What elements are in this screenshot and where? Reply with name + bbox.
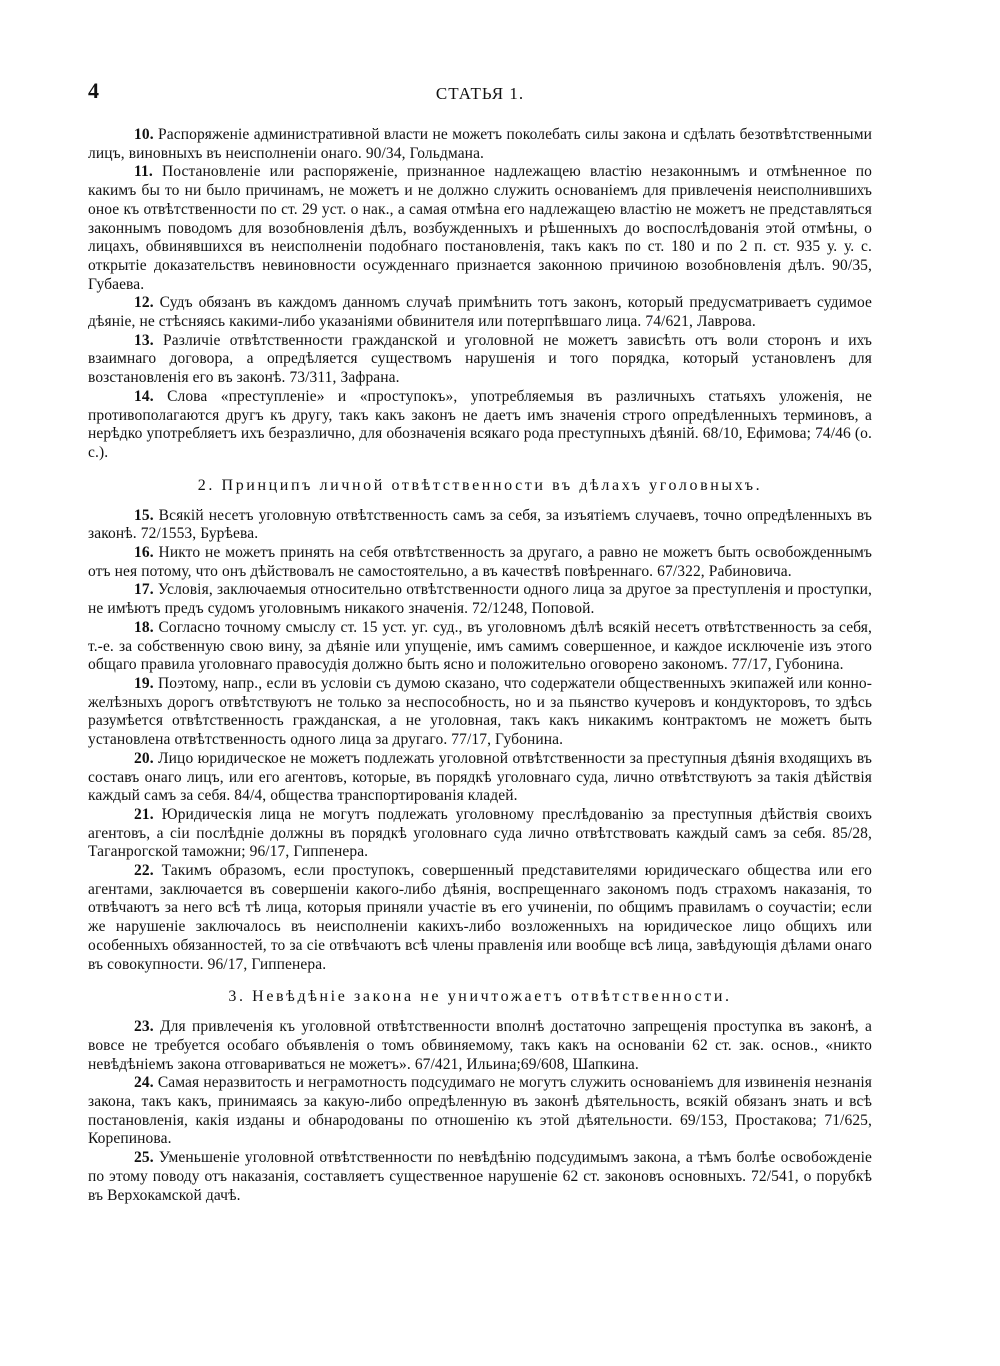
- numbered-paragraph: [88, 507, 872, 544]
- paragraph-number: 19.: [134, 674, 154, 692]
- running-title: СТАТЬЯ 1.: [435, 84, 525, 103]
- paragraph-text: Судъ обязанъ въ каждомъ данномъ случаѣ примѣнить тотъ законъ, который предусматриваетъ судимое дѣяніе, не стѣсняясь какими-либо указаніями обвинителя или потерпѣвшаго лица. 74/621, Лаврова.: [88, 294, 872, 331]
- paragraph-text: Для привлеченія къ уголовной отвѣтственности вполнѣ достаточно запрещенія проступка въ законѣ, а вовсе не требуется особаго объявленія о томъ обвиняемому, такъ какъ на основаніи 62 ст. зак. основ., «никто невѣдѣніемъ закона отговариваться не можетъ». 67/421, Ильина;69/608, Шапкина.: [88, 1018, 872, 1073]
- paragraph-text: Постановленіе или распоряженіе, признанное надлежащею властію незаконнымъ и отмѣненное по какимъ бы то ни было причинамъ, не можетъ и не должно служить основаніемъ для привлеченія неисполнившихъ оное къ отвѣтственности по ст. 29 уст. о нак., а самая отмѣна его надлежащею властію не можетъ не представляться законнымъ поводомъ для возобновленія дѣлъ, возбужденныхъ и рѣшенныхъ до воспослѣдованія этой отмѣны, о лицахъ, обвинявшихся въ неисполненіи подобнаго постановленія, такъ какъ по ст. 180 и по 2 п. ст. 935 у. у. с. открытіе доказательствъ невиновности осужденнаго признается законною причиною возобновленія дѣлъ. 90/35, Губаева.: [88, 163, 872, 293]
- paragraph-text: Всякій несетъ уголовную отвѣтственность самъ за себя, за изъятіемъ случаевъ, точно опредѣленныхъ въ законѣ. 72/1553, Бурѣева.: [88, 506, 872, 543]
- paragraph-text: Уменьшеніе уголовной отвѣтственности по невѣдѣнію подсудимымъ закона, а тѣмъ болѣе освобожденіе по этому поводу отъ наказанія, составляетъ существенное нарушеніе 62 ст. законовъ основныхъ. 72/541, о порубкѣ въ Верхокамской дачѣ.: [88, 1149, 872, 1204]
- numbered-paragraph: [88, 862, 872, 974]
- paragraph-text: Поэтому, напр., если въ условіи съ думою сказано, что содержатели общественныхъ экипажей или конно-желѣзныхъ дорогъ отвѣтствуютъ не только за неспособность, но и за пьянство кучеровъ и кондукторовъ, то здѣсь разумѣется отвѣтственность гражданская, а не уголовная, такъ какъ никакимъ контрактомъ не можетъ быть установлена отвѣтственность одного лица за другаго. 77/17, Губонина.: [88, 674, 872, 749]
- numbered-paragraph: [88, 581, 872, 618]
- paragraph-number: 15.: [134, 506, 154, 524]
- article-body: [88, 126, 872, 1205]
- numbered-paragraph: [88, 544, 872, 581]
- paragraph-number: 16.: [134, 544, 154, 562]
- paragraph-text: Юридическія лица не могутъ подлежать уголовному преслѣдованію за преступныя дѣйствія своихъ агентовъ, а сіи послѣдніе должны въ порядкѣ уголовнаго суда лично отвѣтствовать каждый самъ за себя. 85/28, Таганрогской таможни; 96/17, Гиппенера.: [88, 805, 872, 861]
- paragraph-number: 13.: [134, 331, 154, 349]
- paragraph-number: 11.: [134, 163, 153, 181]
- paragraph-text: Самая неразвитость и неграмотность подсудимаго не могутъ служить основаніемъ для извиненія незнанія закона, такъ какъ, принимаясь за какую-либо опредѣленную въ законѣ дѣятельность, всякій обязанъ знать и всѣ постановленія, какія изданы и обнародованы по отношенію къ этой дѣятельности. 69/153, Простакова; 71/625, Корепинова.: [88, 1074, 872, 1148]
- paragraph-number: 24.: [134, 1074, 154, 1092]
- numbered-paragraph: [88, 675, 872, 750]
- numbered-paragraph: [88, 332, 872, 388]
- paragraph-text: Распоряженіе административной власти не можетъ поколебать силы закона и сдѣлать безотвѣтственными лицъ, виновныхъ въ неисполненіи онаго. 90/34, Гольдмана.: [88, 126, 872, 162]
- paragraph-number: 17.: [134, 581, 154, 599]
- numbered-paragraph: [88, 619, 872, 675]
- numbered-paragraph: [88, 126, 872, 163]
- paragraph-number: 21.: [134, 805, 154, 823]
- paragraph-text: Согласно точному смыслу ст. 15 уст. уг. суд., въ уголовномъ дѣлѣ всякій несетъ отвѣтственность за себя, т.-е. за собственную свою вину, за дѣяніе или упущеніе, имъ самимъ совершенное, и каждое исключеніе изъ этого общаго правила уголовнаго правосудія должно быть ясно и положительно оговорено закономъ. 77/17, Губонина.: [88, 618, 872, 674]
- numbered-paragraph: [88, 1149, 872, 1205]
- paragraph-number: 20.: [134, 749, 154, 767]
- numbered-paragraph: [88, 163, 872, 294]
- numbered-paragraph: [88, 1018, 872, 1074]
- paragraph-number: 14.: [134, 387, 154, 405]
- numbered-paragraph: [88, 806, 872, 862]
- section-heading: 2. Принципъ личной отвѣтственности въ дѣлахъ уголовныхъ.: [197, 476, 763, 494]
- numbered-paragraph: [88, 388, 872, 463]
- paragraph-text: Условія, заключаемыя относительно отвѣтственности одного лица за другое за преступленія и проступки, не имѣютъ предъ судомъ уголовнымъ никакого значенія. 72/1248, Поповой.: [88, 581, 872, 618]
- paragraph-number: 23.: [134, 1018, 154, 1036]
- page-number: 4: [88, 78, 99, 103]
- paragraph-number: 22.: [134, 862, 154, 880]
- paragraph-number: 12.: [134, 294, 154, 312]
- page-header: [88, 78, 872, 126]
- paragraph-text: Такимъ образомъ, если проступокъ, совершенный представителями юридическаго общества или его агентами, заключается въ совершеніи какого-либо дѣянія, воспрещеннаго закономъ подъ страхомъ наказанія, то отвѣчаютъ за него всѣ тѣ лица, которыя приняли участіе въ его учиненіи, по общимъ правиламъ о соучастіи; если же нарушеніе заключалось въ неисполненіи какихъ-либо возложенныхъ на юридическое лицо общихъ или особенныхъ обязанностей, то за сіе отвѣчаютъ всѣ члены правленія или вообще всѣ лица, завѣдующія дѣлами онаго въ совокупности. 96/17, Гиппенера.: [88, 862, 872, 973]
- paragraph-text: Никто не можетъ принять на себя отвѣтственность за другаго, а равно не можетъ быть освобожденнымъ отъ нея потому, что онъ дѣйствовалъ не самостоятельно, а въ качествѣ повѣреннаго. 67/322, Рабиновича.: [88, 544, 872, 580]
- paragraph-text: Слова «преступленіе» и «проступокъ», употребляемыя въ различныхъ статьяхъ уложенія, не противополагаются другъ къ другу, такъ какъ законъ не даетъ имъ значенія строго опредѣленныхъ терминовъ, а нерѣдко употребляетъ ихъ безразлично, для обозначенія всякаго рода преступныхъ дѣяній. 68/10, Ефимова; 74/46 (о. с.).: [88, 387, 872, 461]
- paragraph-number: 25.: [134, 1149, 154, 1167]
- numbered-paragraph: [88, 750, 872, 806]
- paragraph-text: Различіе отвѣтственности гражданской и уголовной не можетъ зависѣть отъ воли сторонъ и ихъ взаимнаго договора, а опредѣляется существомъ нарушенія и того порядка, который установленъ для возстановленія его въ законѣ. 73/311, Зафрана.: [88, 331, 872, 387]
- paragraph-number: 10.: [134, 126, 154, 143]
- numbered-paragraph: [88, 1074, 872, 1149]
- section-heading: 3. Невѣдѣніе закона не уничтожаетъ отвѣтственности.: [228, 988, 732, 1006]
- paragraph-number: 18.: [134, 618, 154, 636]
- numbered-paragraph: [88, 294, 872, 331]
- paragraph-text: Лицо юридическое не можетъ подлежать уголовной отвѣтственности за преступныя дѣянія входящихъ въ составъ онаго лицъ, или его агентовъ, которые, въ порядкѣ уголовнаго суда, лично отвѣтствуютъ за такія дѣйствія каждый самъ за себя. 84/4, общества транспортированія кладей.: [88, 749, 872, 805]
